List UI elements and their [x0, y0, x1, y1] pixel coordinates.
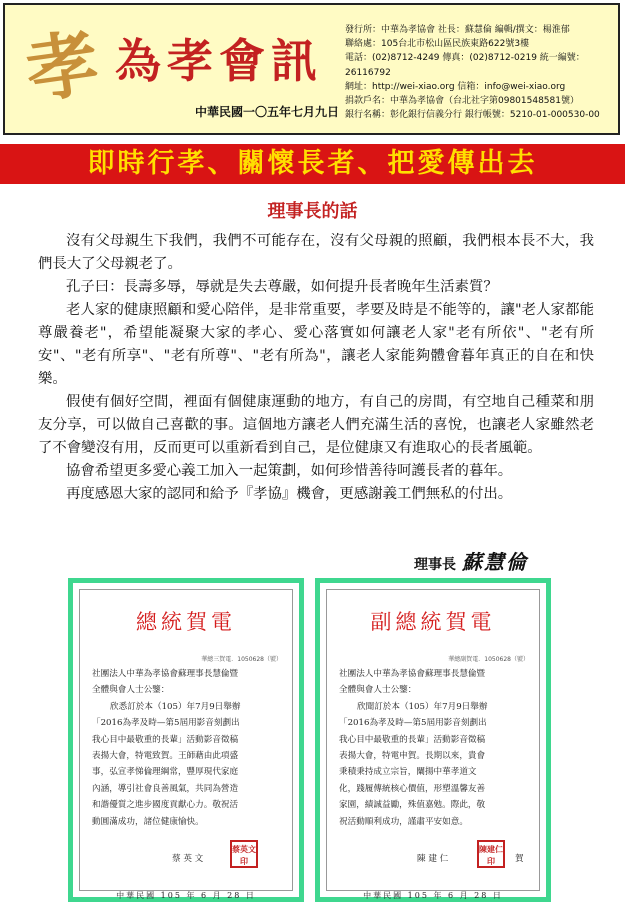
issue-date: 中華民國一〇五年七月九日 [195, 105, 340, 119]
slogan-banner: 即時行孝、關懷長者、把愛傳出去 [0, 144, 625, 184]
article-paragraph: 假使有個好空間，裡面有個健康運動的地方，有自己的房間，有空地自己種菜和朋友分享，可以做自己喜歡的事。這個地方讓老人們充滿生活的喜悅，也讓老人家雖然老了不會變沒有用，反而更可以重新看到自己，是位健康又有進取心的長者風範。 [38, 394, 594, 456]
chairperson-signature [414, 546, 528, 575]
card-date: 中華民國 105 年 6 月 28 日 [116, 891, 256, 900]
info-line: 捐款戶名：中華為孝協會（台北社字第09801548581號） [345, 96, 579, 107]
article-paragraph: 沒有父母親生下我們，我們不可能存在，沒有父母親的照顧，我們根本長不大，我們長大了父母親老了。 [38, 233, 594, 272]
info-line: 網址：http://wei-xiao.org 信箱：info@wei-xiao.org [345, 81, 566, 92]
article-paragraph: 協會希望更多愛心義工加入一起策劃，如何珍惜善待呵護長者的暮年。 [66, 463, 513, 479]
article-title: 理事長的話 [267, 201, 358, 222]
card-date: 中華民國 105 年 6 月 28 日 [363, 891, 503, 900]
xiao-logo [9, 11, 117, 123]
card-line: 表揚大會，特電申賀。長期以來，貴會 [339, 751, 486, 762]
card-line: 欣悉訂於本（105）年7月9日舉辦 [110, 701, 241, 712]
card-line: 家園，績誠益勵，殊值嘉勉。際此，敬 [339, 800, 486, 811]
newsletter-header [3, 3, 620, 135]
masthead-title: 為孝會訊 [115, 34, 323, 88]
card-signer: 蔡 英 文 [172, 854, 204, 864]
president-congrats-card [68, 578, 304, 902]
info-line: 電話：(02)8712-4249 傳真：(02)8712-0219 統一編號：26116792 [345, 53, 585, 78]
card-line: 和諧優質之進步國度貢獻心力。敬祝活 [92, 800, 239, 811]
article-paragraph: 老人家的健康照顧和愛心陪伴，是非常重要，孝要及時是不能等的，讓"老人家都能尊嚴養老"，希望能凝聚大家的孝心、愛心落實如何讓老人家"老有所依"、"老有所安"、"老有所享"、"老有所尊"、"老有所為"，讓老人家能夠體會暮年真正的自在和快樂。 [38, 302, 594, 387]
card-reference: 華總副賀電．1050628（號） [448, 656, 529, 663]
card-line: 秉積秉持成立宗旨，闡揚中華孝道文 [339, 767, 477, 778]
info-line: 發行所：中華為孝協會 社長：蘇慧倫 編輯/撰文：楊淮郁 [345, 25, 570, 35]
card-line: 我心目中最敬重的長輩」活動影音徵稿 [92, 734, 239, 745]
info-line: 聯絡處：105台北市松山區民族東路622號3樓 [345, 39, 530, 50]
card-line: 表揚大會，特電致賀。王師藉由此項盛 [92, 751, 239, 762]
card-line: 社團法人中華為孝協會蘇理事長慧倫暨 [92, 669, 239, 679]
card-signer: 陳 建 仁 [417, 854, 449, 864]
article-paragraph: 再度感恩大家的認同和給予『孝協』機會，更感謝義工們無私的付出。 [66, 486, 513, 502]
card-line: 「2016為孝及時—第5屆用影音刻劃出 [92, 718, 240, 729]
card-text [92, 666, 282, 830]
card-line: 事，弘宣孝悌倫理綱常，豐厚現代家庭 [92, 767, 239, 778]
card-line: 動圓滿成功，諸位健康愉快。 [92, 816, 204, 827]
card-frame [326, 589, 540, 900]
card-frame [79, 589, 293, 900]
card-line: 內涵，導引社會良善風氣，共同為營造 [92, 783, 239, 794]
article-paragraph: 孔子曰：長壽多辱，辱就是失去尊嚴，如何提升長者晚年生活素質？ [66, 279, 498, 295]
info-line: 銀行名稱：彰化銀行信義分行 銀行帳號：5210-01-000530-00 [345, 110, 600, 121]
publisher-info [345, 23, 620, 122]
card-title: 總統賀電 [136, 610, 236, 634]
vice-president-congrats-card [315, 578, 551, 902]
card-line: 全體與會人士公鑒： [339, 685, 417, 696]
card-line: 欣聞訂於本（105）年7月9日舉辦 [357, 701, 488, 712]
card-line: 社團法人中華為孝協會蘇理事長慧倫暨 [339, 669, 486, 679]
signature-name: 蘇慧倫 [462, 550, 528, 574]
card-line: 祝活動順利成功，謹肅平安如意。 [339, 816, 468, 827]
card-line: 全體與會人士公鑒： [92, 685, 170, 696]
card-line: 化，踐履傳統核心價值，形塑溫馨友善 [339, 783, 486, 794]
seal-stamp: 蔡英文印 [230, 840, 258, 868]
article-body [38, 230, 594, 506]
card-line: 「2016為孝及時—第5屆用影音刻劃出 [339, 718, 487, 729]
logo-glyph: 孝 [20, 19, 104, 114]
card-signer-suffix: 賀 [515, 854, 524, 864]
card-reference: 華總三賀電．1050628（號） [201, 656, 282, 663]
seal-stamp: 陳建仁印 [477, 840, 505, 868]
card-line: 我心目中最敬重的長輩」活動影音徵稿 [339, 734, 486, 745]
card-text [339, 666, 529, 830]
signature-title: 理事長 [414, 557, 456, 573]
card-title: 副總統賀電 [370, 610, 496, 634]
